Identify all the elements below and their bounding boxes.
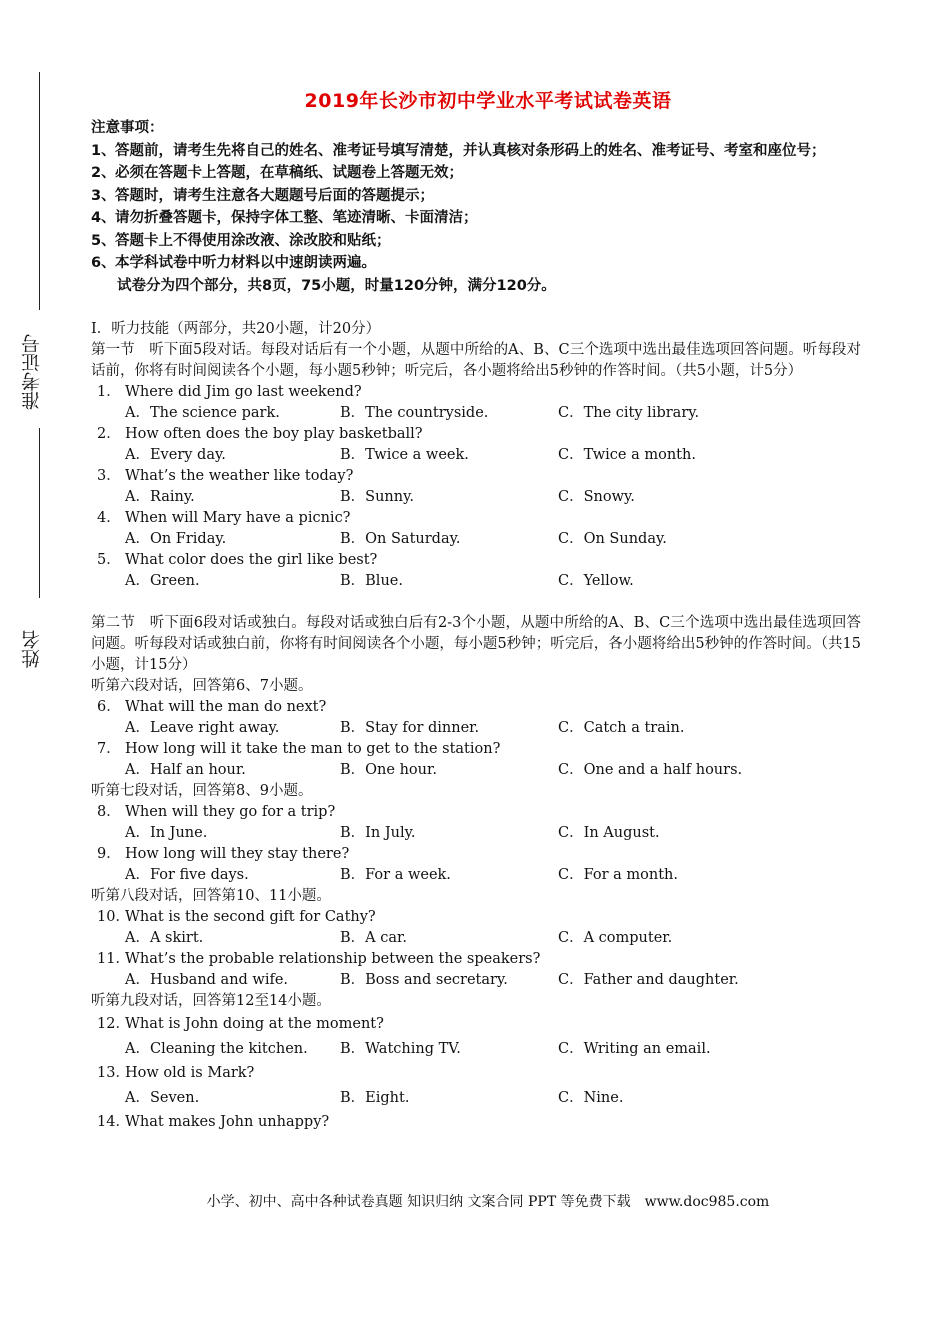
exam-content bbox=[91, 86, 861, 1135]
notice-item: 2、 必须在答题卡上答题，在草稿纸、试题卷上答题无效； bbox=[91, 165, 463, 181]
notice-item: 6、 本学科试卷中听力材料以中速朗读两遍。 bbox=[91, 255, 376, 271]
question: 6． What will the man do next? A．Leave right away. B．Stay for dinner. C．Catch a train. bbox=[97, 699, 685, 736]
notice-block bbox=[91, 117, 861, 297]
binding-margin bbox=[0, 0, 80, 1344]
name-label: 姓名 bbox=[21, 630, 43, 668]
exam-title: 2019年长沙市初中学业水平考试试卷英语 bbox=[304, 90, 672, 112]
exam-number-label: 准考证号 bbox=[21, 334, 43, 410]
section1-intro: 第一节 听下面5段对话。每段对话后有一个小题，从题中所给的A、B、C三个选项中选出最佳选项回答问题。听每段对话前，你将有时间阅读各个小题，每小题5秒钟；听完后，各小题将给出5秒钟的作答时间。（共5小题，计5分） bbox=[91, 342, 861, 379]
question: 2． How often does the boy play basketball? A．Every day. B．Twice a week. C．Twice a month. bbox=[97, 426, 696, 463]
notice-item: 3、 答题时，请考生注意各大题题号后面的答题提示； bbox=[91, 187, 434, 204]
notice-item: 4、 请勿折叠答题卡，保持字体工整、笔迹清晰、卡面清洁； bbox=[91, 210, 478, 226]
group-instruction: 听第八段对话，回答第10、11小题。 bbox=[91, 888, 331, 904]
listening-part bbox=[91, 319, 861, 1135]
question: 8． When will they go for a trip? A．In June. B．In July. C．In August. bbox=[97, 804, 660, 841]
question: 4． When will Mary have a picnic? A．On Friday. B．On Saturday. C．On Sunday. bbox=[97, 510, 667, 547]
question: 10． What is the second gift for Cathy? A．A skirt. B．A car. C．A computer. bbox=[97, 909, 673, 946]
question: 3． What’s the weather like today? A．Rainy. B．Sunny. C．Snowy. bbox=[97, 468, 635, 505]
group-instruction: 听第九段对话，回答第12至14小题。 bbox=[91, 993, 331, 1009]
question: 14． What makes John unhappy? bbox=[97, 1114, 330, 1130]
notice-heading: 注意事项： bbox=[91, 120, 164, 136]
section2-intro: 第二节 听下面6段对话或独白。每段对话或独白后有2-3个小题，从题中所给的A、B、C三个选项中选出最佳选项回答问题。听每段对话或独白前，你将有时间阅读各个小题，每小题5秒钟；听完后，各小题将给出5秒钟的作答时间。（共15小题，计15分） bbox=[91, 615, 861, 673]
notice-item: 5、 答题卡上不得使用涂改液、涂改胶和贴纸； bbox=[91, 232, 391, 249]
question: 11． What’s the probable relationship between the speakers? A．Husband and wife. B．Boss and secretary. C．Father and daughter. bbox=[97, 951, 739, 988]
binding-line bbox=[39, 72, 40, 310]
question: 7． How long will it take the man to get to the station? A．Half an hour. B．One hour. C．One and a half hours. bbox=[97, 741, 743, 778]
part-heading: I．听力技能（两部分，共20小题，计20分） bbox=[91, 321, 381, 337]
question: 13． How old is Mark? A．Seven. B．Eight. C．Nine. bbox=[97, 1065, 624, 1106]
question: 5． What color does the girl like best? A．Green. B．Blue. C．Yellow. bbox=[97, 552, 634, 589]
question: 12． What is John doing at the moment? A．Cleaning the kitchen. B．Watching TV. C．Writing an email. bbox=[97, 1016, 711, 1057]
question: 1． Where did Jim go last weekend? A．The science park. B．The countryside. C．The city library. bbox=[97, 384, 700, 421]
group-instruction: 听第七段对话，回答第8、9小题。 bbox=[91, 783, 313, 799]
page-footer: 小学、初中、高中各种试卷真题 知识归纳 文案合同 PPT 等免费下载 www.doc985.com bbox=[206, 1194, 770, 1210]
binding-line bbox=[39, 428, 40, 598]
notice-item: 1、 答题前，请考生先将自己的姓名、准考证号填写清楚，并认真核对条形码上的姓名、准考证号、考室和座位号； bbox=[91, 142, 826, 159]
exam-summary: 试卷分为四个部分，共8页，75小题，时量120分钟，满分120分。 bbox=[117, 277, 556, 294]
question: 9． How long will they stay there? A．For five days. B．For a week. C．For a month. bbox=[97, 846, 678, 883]
group-instruction: 听第六段对话，回答第6、7小题。 bbox=[91, 678, 313, 694]
